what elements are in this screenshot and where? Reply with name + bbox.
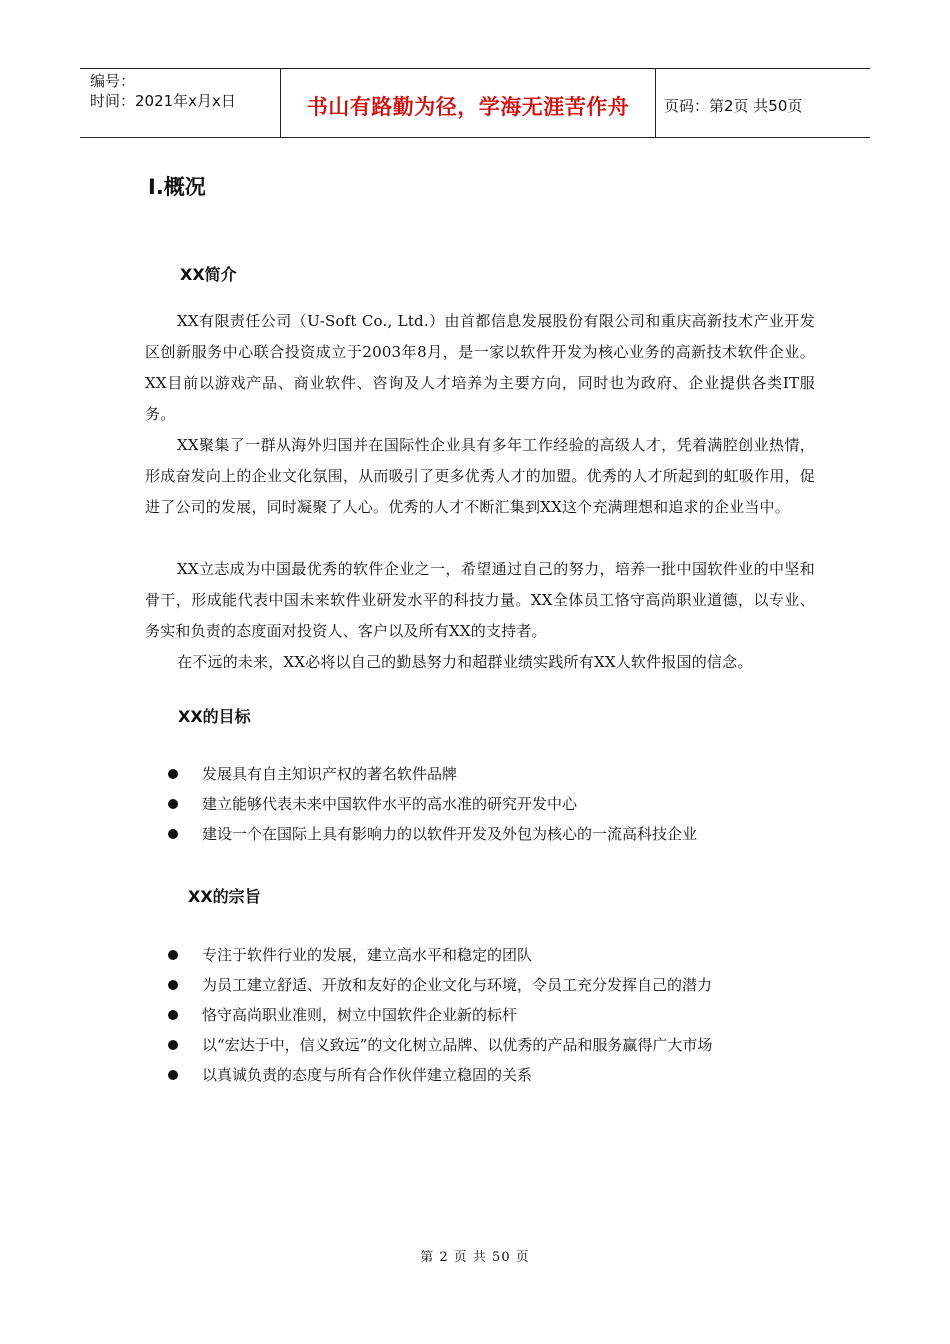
bullet-icon <box>168 829 178 839</box>
tenets-list <box>168 940 712 1090</box>
intro-paragraph-2: XX聚集了一群从海外归国并在国际性企业具有多年工作经验的高级人才，凭着满腔创业热情，形成奋发向上的企业文化氛围，从而吸引了更多优秀人才的加盟。优秀的人才所起到的虹吸作用，促进了公司的发展，同时凝聚了人心。优秀的人才不断汇集到XX这个充满理想和追求的企业当中。 <box>145 436 815 516</box>
intro-paragraph-3: XX立志成为中国最优秀的软件企业之一，希望通过自己的努力，培养一批中国软件业的中坚和骨干，形成能代表中国未来软件业研发水平的科技力量。XX全体员工恪守高尚职业道德，以专业、务实和负责的态度面对投资人、客户以及所有XX的支持者。 <box>145 560 815 640</box>
tenet-text: 为员工建立舒适、开放和友好的企业文化与环境，令员工充分发挥自己的潜力 <box>202 976 713 994</box>
header-page-info: 页码：第2页 共50页 <box>664 96 803 115</box>
list-item <box>168 759 697 789</box>
document-number-label: 编号： <box>90 72 136 90</box>
header-meta <box>80 69 281 137</box>
list-item <box>168 819 697 849</box>
list-item <box>168 940 712 970</box>
goals-heading: XX的目标 <box>178 707 251 726</box>
header-motto: 书山有路勤为径，学海无涯苦作舟 <box>281 69 656 137</box>
intro-heading: XX简介 <box>180 265 237 284</box>
tenet-text: 专注于软件行业的发展，建立高水平和稳定的团队 <box>202 946 533 964</box>
goal-text: 建设一个在国际上具有影响力的以软件开发及外包为核心的一流高科技企业 <box>202 825 698 843</box>
list-item <box>168 970 712 1000</box>
tenet-text: 以“宏达于中，信义致远”的文化树立品牌、以优秀的产品和服务赢得广大市场 <box>202 1036 713 1054</box>
list-item <box>168 1060 712 1090</box>
bullet-icon <box>168 769 178 779</box>
document-header <box>80 68 870 138</box>
goals-list <box>168 759 697 849</box>
goal-text: 建立能够代表未来中国软件水平的高水准的研究开发中心 <box>202 795 578 813</box>
tenets-heading: XX的宗旨 <box>188 887 261 906</box>
tenet-text: 恪守高尚职业准则，树立中国软件企业新的标杆 <box>202 1006 518 1024</box>
intro-paragraph-1: XX有限责任公司（U-Soft Co., Ltd.）由首都信息发展股份有限公司和重庆高新技术产业开发区创新服务中心联合投资成立于2003年8月，是一家以软件开发为核心业务的高新技术软件企业。XX目前以游戏产品、商业软件、咨询及人才培养为主要方向，同时也为政府、企业提供各类IT服务。 <box>145 312 815 423</box>
bullet-icon <box>168 1040 178 1050</box>
bullet-icon <box>168 799 178 809</box>
bullet-icon <box>168 1070 178 1080</box>
list-item <box>168 1030 712 1060</box>
document-date-label: 时间：2021年x月x日 <box>90 92 236 110</box>
intro-paragraph-4: 在不远的未来，XX必将以自己的勤恳努力和超群业绩实践所有XX人软件报国的信念。 <box>177 653 753 671</box>
list-item <box>168 789 697 819</box>
section-title: I.概况 <box>148 175 206 199</box>
list-item <box>168 1000 712 1030</box>
bullet-icon <box>168 950 178 960</box>
tenet-text: 以真诚负责的态度与所有合作伙伴建立稳固的关系 <box>202 1066 533 1084</box>
bullet-icon <box>168 1010 178 1020</box>
bullet-icon <box>168 980 178 990</box>
page-footer: 第 2 页 共 50 页 <box>420 1250 530 1265</box>
goal-text: 发展具有自主知识产权的著名软件品牌 <box>202 765 458 783</box>
